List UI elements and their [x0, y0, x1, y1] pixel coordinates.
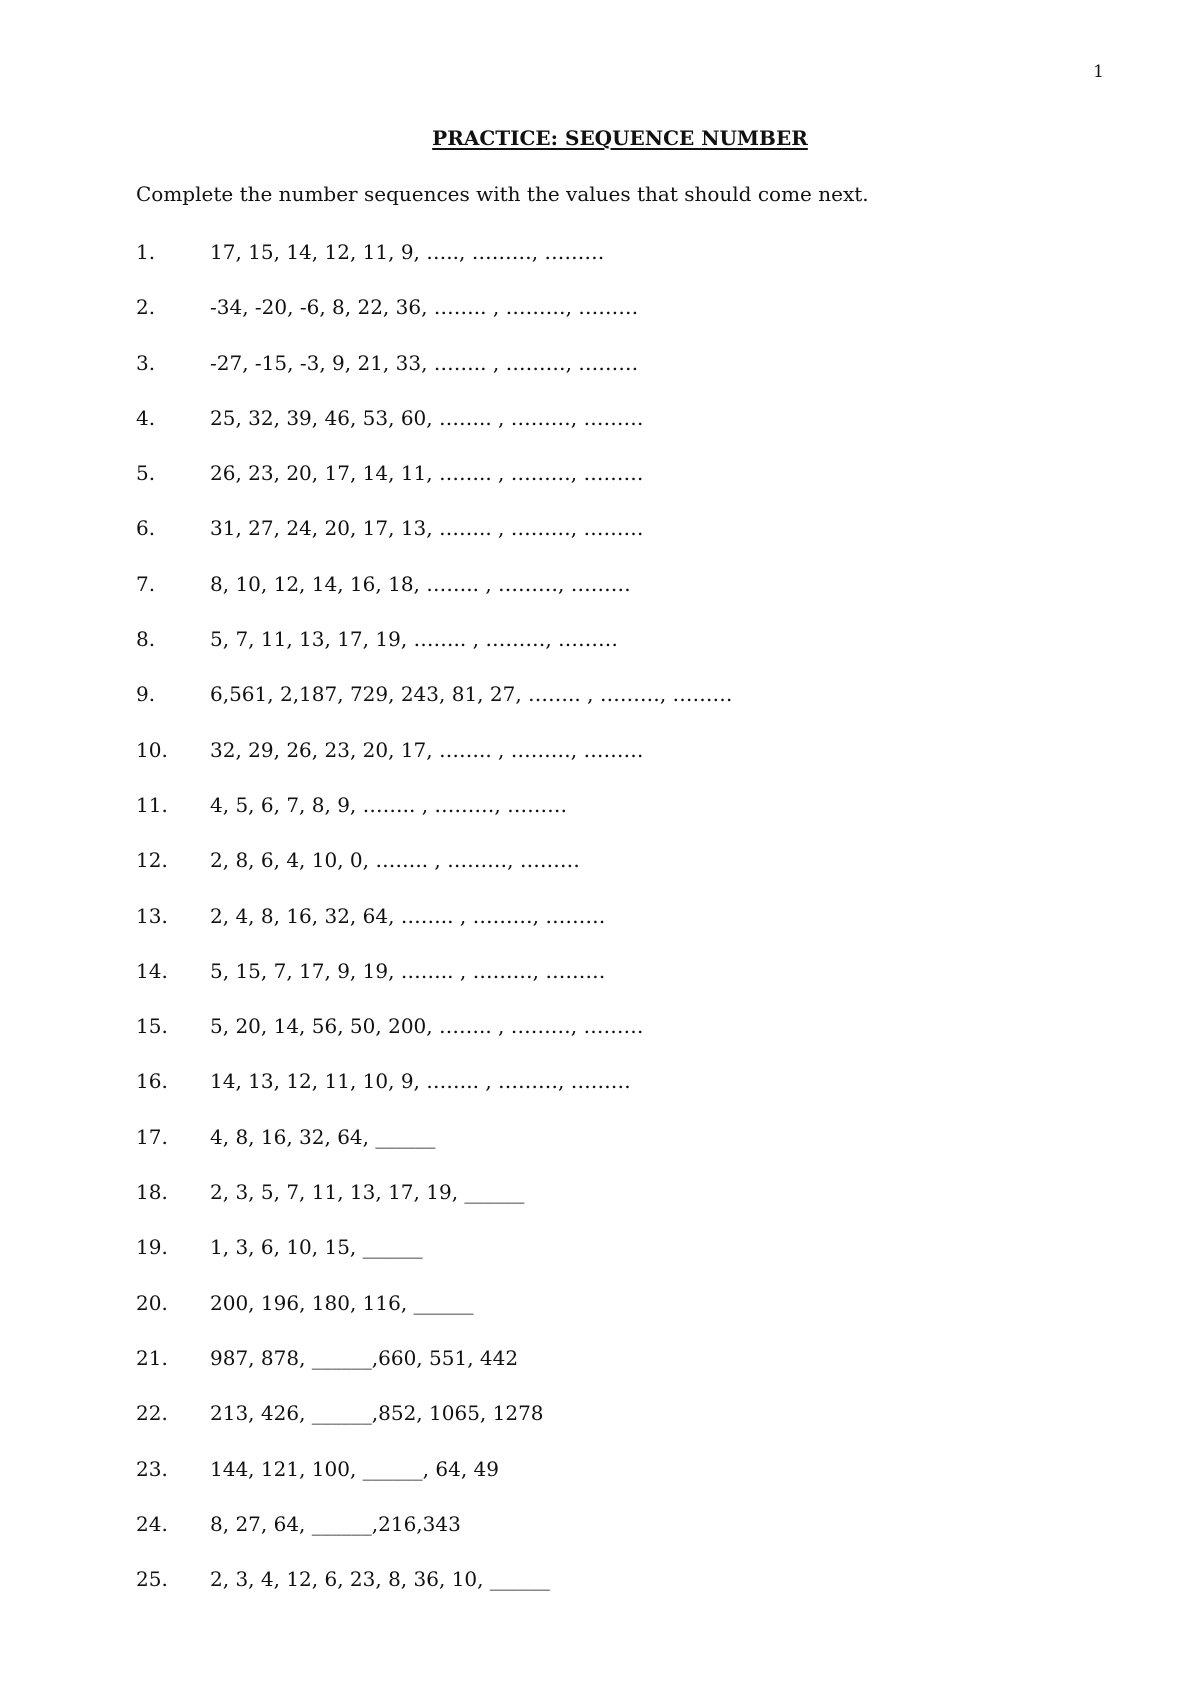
question-sequence: 2, 3, 4, 12, 6, 23, 8, 36, 10, ______ — [210, 1567, 550, 1592]
question-item — [136, 1014, 733, 1069]
question-item — [136, 1457, 733, 1512]
question-number: 24. — [136, 1511, 168, 1536]
question-sequence: 144, 121, 100, ______, 64, 49 — [210, 1456, 499, 1481]
question-item — [136, 351, 733, 406]
question-sequence: 6,561, 2,187, 729, 243, 81, 27, …….. , ………, ……… — [210, 682, 733, 707]
question-number: 23. — [136, 1456, 168, 1481]
question-item — [136, 1291, 733, 1346]
question-sequence: 8, 10, 12, 14, 16, 18, …….. , ………, ……… — [210, 571, 631, 596]
question-number: 12. — [136, 848, 168, 873]
question-number: 20. — [136, 1290, 168, 1315]
question-item — [136, 904, 733, 959]
question-item — [136, 516, 733, 571]
question-number: 1. — [136, 240, 156, 264]
question-number: 15. — [136, 1014, 168, 1039]
question-number: 5. — [136, 461, 156, 486]
question-item — [136, 1512, 733, 1567]
question-item — [136, 406, 733, 461]
question-item — [136, 1069, 733, 1124]
question-sequence: 25, 32, 39, 46, 53, 60, …….. , ………, ……… — [210, 405, 644, 430]
question-sequence: 14, 13, 12, 11, 10, 9, …….. , ………, ……… — [210, 1069, 631, 1094]
question-sequence: 8, 27, 64, ______,216,343 — [210, 1511, 461, 1536]
question-item — [136, 627, 733, 682]
question-number: 10. — [136, 737, 168, 762]
question-sequence: 17, 15, 14, 12, 11, 9, ….., ………, ……… — [210, 240, 605, 264]
question-item — [136, 1235, 733, 1290]
question-item — [136, 1180, 733, 1235]
question-number: 21. — [136, 1345, 168, 1370]
question-number: 7. — [136, 571, 156, 596]
page-number: 1 — [1093, 62, 1104, 82]
question-sequence: 4, 5, 6, 7, 8, 9, …….. , ………, ……… — [210, 792, 568, 817]
question-sequence: 4, 8, 16, 32, 64, ______ — [210, 1124, 436, 1149]
question-sequence: 2, 8, 6, 4, 10, 0, …….. , ………, ……… — [210, 848, 580, 873]
question-item — [136, 1401, 733, 1456]
question-item — [136, 959, 733, 1014]
question-sequence: 26, 23, 20, 17, 14, 11, …….. , ………, ……… — [210, 461, 644, 486]
question-number: 18. — [136, 1180, 168, 1205]
question-number: 4. — [136, 405, 156, 430]
question-item — [136, 461, 733, 516]
question-number: 3. — [136, 350, 156, 375]
question-number: 8. — [136, 627, 156, 652]
page-title: PRACTICE: SEQUENCE NUMBER — [432, 126, 808, 150]
question-number: 14. — [136, 958, 168, 983]
question-sequence: 1, 3, 6, 10, 15, ______ — [210, 1235, 423, 1260]
question-sequence: 5, 15, 7, 17, 9, 19, …….. , ………, ……… — [210, 958, 606, 983]
question-number: 13. — [136, 903, 168, 928]
question-sequence: 200, 196, 180, 116, ______ — [210, 1290, 474, 1315]
question-number: 19. — [136, 1235, 168, 1260]
question-item — [136, 240, 733, 295]
question-item — [136, 1346, 733, 1401]
question-sequence: -34, -20, -6, 8, 22, 36, …….. , ………, ……… — [210, 295, 639, 320]
question-number: 2. — [136, 295, 156, 320]
question-sequence: 2, 3, 5, 7, 11, 13, 17, 19, ______ — [210, 1180, 525, 1205]
question-number: 9. — [136, 682, 156, 707]
question-item — [136, 793, 733, 848]
question-number: 16. — [136, 1069, 168, 1094]
question-item — [136, 572, 733, 627]
question-number: 25. — [136, 1567, 168, 1592]
question-sequence: 987, 878, ______,660, 551, 442 — [210, 1345, 519, 1370]
question-item — [136, 848, 733, 903]
question-item — [136, 295, 733, 350]
question-sequence: 213, 426, ______,852, 1065, 1278 — [210, 1401, 544, 1426]
instructions: Complete the number sequences with the values that should come next. — [136, 182, 869, 206]
question-number: 17. — [136, 1124, 168, 1149]
question-sequence: 2, 4, 8, 16, 32, 64, …….. , ………, ……… — [210, 903, 606, 928]
question-item — [136, 738, 733, 793]
question-sequence: 32, 29, 26, 23, 20, 17, …….. , ………, ……… — [210, 737, 644, 762]
question-sequence: 5, 7, 11, 13, 17, 19, …….. , ………, ……… — [210, 627, 619, 652]
question-item — [136, 1567, 733, 1622]
question-list — [136, 240, 733, 1622]
question-number: 6. — [136, 516, 156, 541]
question-sequence: -27, -15, -3, 9, 21, 33, …….. , ………, ……… — [210, 350, 639, 375]
question-item — [136, 1125, 733, 1180]
question-sequence: 5, 20, 14, 56, 50, 200, …….. , ………, ……… — [210, 1014, 644, 1039]
question-item — [136, 682, 733, 737]
question-sequence: 31, 27, 24, 20, 17, 13, …….. , ………, ……… — [210, 516, 644, 541]
question-number: 11. — [136, 792, 168, 817]
question-number: 22. — [136, 1401, 168, 1426]
